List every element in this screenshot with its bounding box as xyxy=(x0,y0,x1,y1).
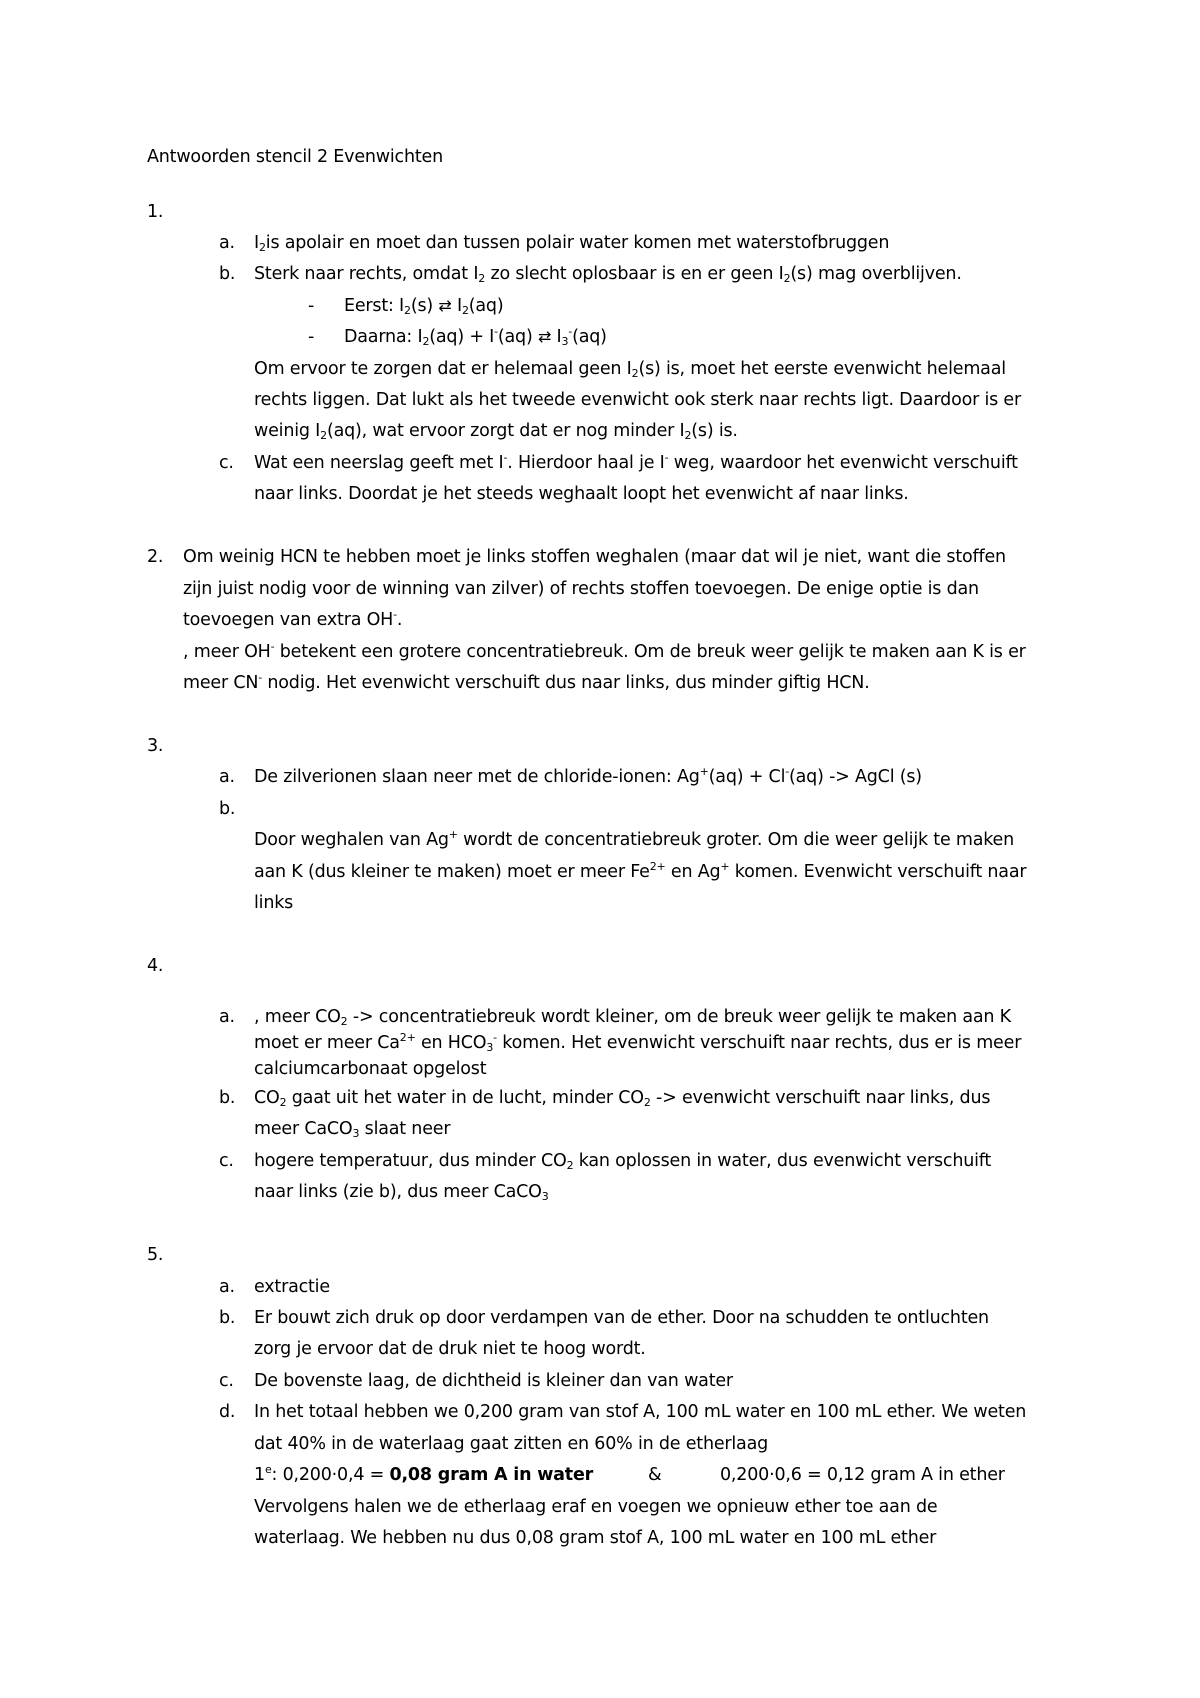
question-2-number: 2. xyxy=(147,547,164,567)
q3-b-line-3: links xyxy=(254,893,294,913)
q2-line-4: , meer OH- betekent een grotere concentratiebreuk. Om de breuk weer gelijk te maken aan K is er xyxy=(183,640,1026,662)
q5-d-line-3: 1e: 0,200·0,4 = 0,08 gram A in water xyxy=(254,1463,594,1485)
q4-c-line-2: naar links (zie b), dus meer CaCO$_3$ xyxy=(254,1182,549,1203)
q3-b-label: b. xyxy=(219,799,236,819)
q1-b-paragraph-line-3: weinig $I_2(aq)$, wat ervoor zorgt dat er nog minder $I_2(s)$ is. xyxy=(254,421,738,442)
q4-c-label: c. xyxy=(219,1151,234,1171)
q4-a-line-2: moet er meer $Ca^{2+}$ en $HCO_3^-$ komen. Het evenwicht verschuift naar rechts, dus er is meer xyxy=(254,1031,1022,1054)
q3-a-label: a. xyxy=(219,767,235,787)
q3-b-line-1: Door weghalen van Ag+ wordt de concentratiebreuk groter. Om die weer gelijk te maken xyxy=(254,828,1015,850)
q2-line-2: zijn juist nodig voor de winning van zilver) of rechts stoffen toevoegen. De enige optie is dan xyxy=(183,579,979,599)
q5-a-label: a. xyxy=(219,1277,235,1297)
q5-b-label: b. xyxy=(219,1308,236,1328)
q2-line-1: Om weinig HCN te hebben moet je links stoffen weghalen (maar dat wil je niet, want die stoffen xyxy=(183,547,1006,567)
equilibrium-arrow-icon: ⇄ xyxy=(438,296,452,315)
q4-a-line-3: calciumcarbonaat opgelost xyxy=(254,1059,487,1079)
q5-b-line-1: Er bouwt zich druk op door verdampen van de ether. Door na schudden te ontluchten xyxy=(254,1308,989,1328)
q2-line-5: meer CN- nodig. Het evenwicht verschuift dus naar links, dus minder giftig HCN. xyxy=(183,671,870,693)
q3-a-text: De zilverionen slaan neer met de chloride-ionen: Ag+(aq) + Cl-(aq) -> AgCl (s) xyxy=(254,765,922,787)
q4-b-label: b. xyxy=(219,1088,236,1108)
q5-d-ether-result: 0,200·0,6 = 0,12 gram A in ether xyxy=(720,1465,1005,1485)
q5-d-ampersand: & xyxy=(648,1465,662,1485)
q4-c-line-1: hogere temperatuur, dus minder $CO_2$ kan oplossen in water, dus evenwicht verschuift xyxy=(254,1151,992,1172)
q1-b-paragraph-line-2: rechts liggen. Dat lukt als het tweede evenwicht ook sterk naar rechts ligt. Daardoor is er xyxy=(254,390,1021,410)
question-5-number: 5. xyxy=(147,1245,164,1265)
q5-b-line-2: zorg je ervoor dat de druk niet te hoog wordt. xyxy=(254,1339,646,1359)
question-3-number: 3. xyxy=(147,736,164,756)
q1-c-label: c. xyxy=(219,453,234,473)
document-title: Antwoorden stencil 2 Evenwichten xyxy=(147,147,443,167)
q1-dash-1: - xyxy=(308,296,315,316)
q5-c-label: c. xyxy=(219,1371,234,1391)
q5-c-text: De bovenste laag, de dichtheid is kleiner dan van water xyxy=(254,1371,733,1391)
q5-d-label: d. xyxy=(219,1402,236,1422)
question-4-number: 4. xyxy=(147,956,164,976)
q1-b-paragraph-line-1: Om ervoor te zorgen dat er helemaal geen $I_2(s)$ is, moet het eerste evenwicht helemaal xyxy=(254,359,1006,380)
q5-d-line-4: Vervolgens halen we de etherlaag eraf en voegen we opnieuw ether toe aan de xyxy=(254,1497,938,1517)
q4-a-line-1: , meer $CO_2$ -> concentratiebreuk wordt kleiner, om de breuk weer gelijk te maken aan K xyxy=(254,1007,1011,1028)
q1-dash-2: - xyxy=(308,327,315,347)
equilibrium-arrow-icon: ⇄ xyxy=(537,327,552,346)
q5-a-text: extractie xyxy=(254,1277,330,1297)
q5-d-bold-result: 0,08 gram A in water xyxy=(389,1465,594,1485)
q4-a-label: a. xyxy=(219,1007,235,1027)
q1-b-label: b. xyxy=(219,264,236,284)
q1-equation-2: Daarna: $I_2(aq) + I^-(aq)$ ⇄ $I_3^-(aq)$ xyxy=(344,325,607,348)
q2-line-3: toevoegen van extra OH-. xyxy=(183,608,403,630)
q5-d-line-1: In het totaal hebben we 0,200 gram van stof A, 100 mL water en 100 mL ether. We weten xyxy=(254,1402,1027,1422)
q1-a-text: $I_2is$ apolair en moet dan tussen polair water komen met waterstofbruggen xyxy=(254,233,890,254)
q1-c-line-1: Wat een neerslag geeft met I-. Hierdoor haal je I- weg, waardoor het evenwicht verschuift xyxy=(254,451,1018,473)
q1-c-line-2: naar links. Doordat je het steeds weghaalt loopt het evenwicht af naar links. xyxy=(254,484,909,504)
q1-b-text: Sterk naar rechts, omdat $I_2$ zo slecht oplosbaar is en er geen $I_2(s)$ mag overblijven. xyxy=(254,264,962,285)
q5-d-line-5: waterlaag. We hebben nu dus 0,08 gram stof A, 100 mL water en 100 mL ether xyxy=(254,1528,937,1548)
q1-equation-1: Eerst: $I_2(s)$ ⇄ $I_2(aq)$ xyxy=(344,296,504,317)
q1-a-label: a. xyxy=(219,233,235,253)
question-1-number: 1. xyxy=(147,202,164,222)
q3-b-line-2: aan K (dus kleiner te maken) moet er meer $Fe^{2+}$ en Ag+ komen. Evenwicht verschuift naar xyxy=(254,860,1027,882)
q5-d-line-2: dat 40% in de waterlaag gaat zitten en 60% in de etherlaag xyxy=(254,1434,769,1454)
q4-b-line-1: $CO_2$ gaat uit het water in de lucht, minder $CO_2$ -> evenwicht verschuift naar links, dus xyxy=(254,1088,991,1109)
q4-b-line-2: meer CaCO$_3$ slaat neer xyxy=(254,1119,451,1140)
